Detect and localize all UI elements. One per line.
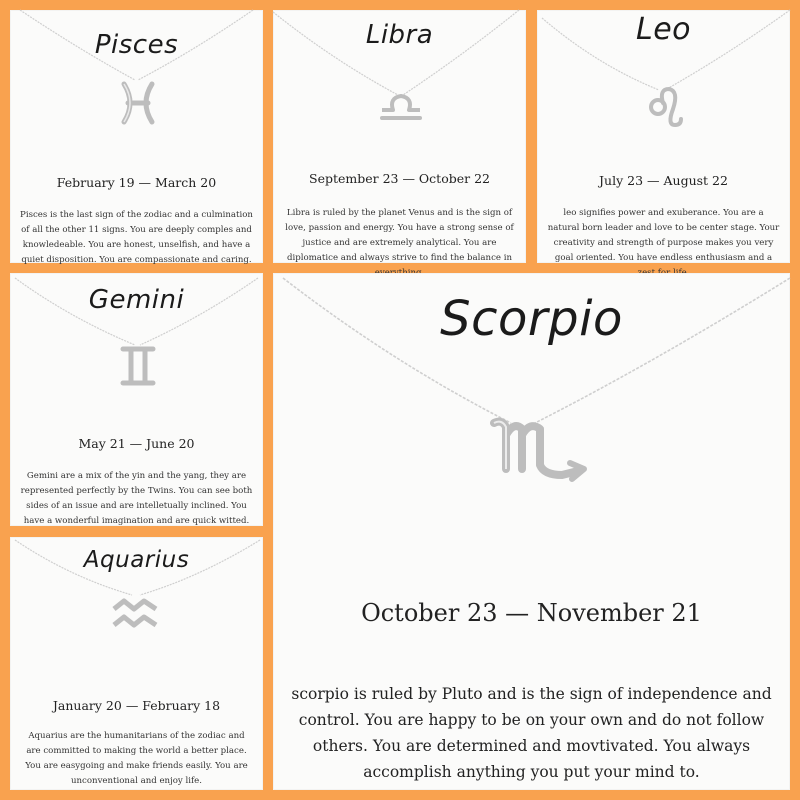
pisces-card — [10, 10, 263, 263]
card-title: Libra — [365, 20, 434, 50]
aquarius-card — [10, 537, 263, 790]
libra-card — [273, 10, 526, 263]
date-range: January 20 — February 18 — [52, 698, 221, 713]
date-range: September 23 — October 22 — [309, 171, 490, 186]
aquarius-symbol-icon — [110, 595, 160, 631]
card-title: Leo — [635, 12, 692, 47]
libra-symbol-icon — [379, 92, 423, 122]
date-range: February 19 — March 20 — [56, 175, 217, 190]
scorpio-symbol-icon — [488, 413, 598, 488]
card-title: Scorpio — [440, 291, 623, 347]
gemini-card — [10, 273, 263, 526]
leo-card — [537, 10, 790, 263]
scorpio-card — [273, 273, 790, 790]
card-title: Gemini — [88, 285, 185, 315]
sign-description: Gemini are a mix of the yin and the yang, they are represented perfectly by the Twins. You can see both sides of an issue and are intelletually inclined. You have a wonderful imagination and are quick witted. — [20, 471, 253, 526]
gemini-symbol-icon — [120, 345, 156, 387]
date-range: October 23 — November 21 — [361, 599, 702, 627]
sign-description: leo signifies power and exuberance. You are a natural born leader and love to be center stage. Your creativity and strength of purpose makes you very goal oriented. You have endless enthusiasm and a — [547, 208, 780, 263]
sign-description: Pisces is the last sign of the zodiac and a culmination of all the other 11 signs. You are deeply comples and knowledeable. You are honest, unselfish, and have a quiet disposition. You are compassionate and caring. — [20, 210, 253, 265]
leo-symbol-icon — [645, 85, 685, 131]
date-range: May 21 — June 20 — [78, 436, 195, 451]
sign-description: scorpio is ruled by Pluto and is the sign of independence and control. You are happy to be on your own and do not follow others. You are determined and movtivated. You always accomplish anything you put your mind to. — [291, 685, 772, 781]
card-title: Aquarius — [83, 547, 190, 573]
pisces-symbol-icon — [120, 80, 156, 126]
sign-description: Aquarius are the humanitarians of the zodiac and are committed to making the world a better place. You are easygoing and make friends easily. You are unconventional and enjoy life. — [25, 731, 248, 786]
sign-description: Libra is ruled by the planet Venus and is the sign of love, passion and energy. You have a strong sense of justice and are extremely analytical. You are diplomatice and always strive to find the balance in — [285, 208, 514, 263]
card-title: Pisces — [94, 30, 179, 60]
date-range: July 23 — August 22 — [599, 173, 728, 188]
